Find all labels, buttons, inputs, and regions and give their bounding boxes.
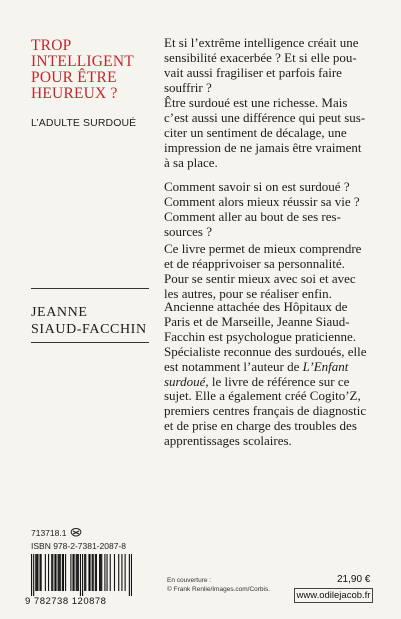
barcode-bar bbox=[59, 554, 60, 591]
barcode-bar bbox=[93, 554, 94, 591]
author-line: JEANNE bbox=[31, 305, 88, 320]
barcode-bar bbox=[84, 554, 85, 591]
barcode-bar bbox=[95, 554, 96, 591]
title-line: HEUREUX ? bbox=[31, 85, 118, 102]
barcode-bar bbox=[121, 554, 122, 591]
title-line: TROP bbox=[31, 37, 72, 54]
barcode-digits: 9 782738 120878 bbox=[25, 596, 107, 607]
barcode-bar bbox=[65, 554, 66, 591]
credit-line: © Frank Renlie/Images.com/Corbis. bbox=[167, 585, 271, 593]
barcode-bar bbox=[51, 554, 52, 591]
text-line: Paris et de Marseille, Jeanne Siaud- bbox=[164, 313, 350, 329]
product-code bbox=[31, 528, 82, 538]
barcode-bar bbox=[37, 554, 38, 591]
text-line: souffrir ? bbox=[164, 79, 212, 95]
barcode-bar bbox=[60, 554, 61, 591]
barcode bbox=[31, 554, 132, 596]
barcode-bar bbox=[129, 554, 130, 596]
text-line: Être surdoué est une richesse. Mais bbox=[164, 95, 348, 110]
website-link[interactable]: www.odilejacob.fr bbox=[294, 588, 373, 603]
barcode-bar bbox=[104, 554, 105, 591]
credit-line: En couverture : bbox=[167, 577, 212, 584]
text-line: Comment alors mieux réussir sa vie ? bbox=[164, 193, 360, 209]
text-line: Ce livre permet de mieux comprendre bbox=[164, 241, 362, 256]
author-name bbox=[31, 304, 156, 338]
book-reference-italic: surdoué bbox=[164, 373, 206, 389]
barcode-bar bbox=[36, 554, 37, 591]
book-title bbox=[31, 38, 151, 102]
blurb-paragraph-1 bbox=[164, 36, 386, 96]
barcode-bar bbox=[72, 554, 73, 591]
text-line: Et si l’extrême intelligence créait une bbox=[164, 35, 359, 50]
text-span: , le livre de référence sur ce bbox=[205, 373, 350, 389]
text-line: Spécialiste reconnue des surdoués, elle bbox=[164, 343, 367, 359]
barcode-bar bbox=[31, 554, 32, 596]
text-span: est notamment l’auteur de bbox=[164, 358, 303, 374]
barcode-bar bbox=[85, 554, 86, 591]
text-line: à sa place. bbox=[164, 154, 218, 170]
barcode-bar bbox=[125, 554, 126, 591]
cover-credit bbox=[167, 577, 270, 594]
barcode-bar bbox=[106, 554, 107, 591]
text-line: et de prise en charge des troubles des bbox=[164, 418, 357, 434]
author-line: SIAUD-FACCHIN bbox=[31, 322, 147, 337]
barcode-bar bbox=[100, 554, 101, 591]
barcode-bar bbox=[92, 554, 93, 591]
barcode-bar bbox=[101, 554, 102, 591]
text-line: impression de ne jamais être vraiment bbox=[164, 139, 362, 155]
barcode-bar bbox=[52, 554, 53, 591]
barcode-bar bbox=[89, 554, 90, 591]
barcode-bar bbox=[62, 554, 63, 591]
barcode-bar bbox=[118, 554, 119, 591]
barcode-bar bbox=[80, 554, 81, 596]
text-line: c’est aussi une différence qui peut sus- bbox=[164, 109, 366, 125]
barcode-bar bbox=[82, 554, 83, 596]
barcode-bar bbox=[70, 554, 71, 591]
text-line: et de réapprivoiser sa personnalité. bbox=[164, 255, 345, 271]
book-reference-italic: L’Enfant bbox=[302, 358, 349, 374]
text-line bbox=[164, 360, 386, 375]
blurb-paragraph-3 bbox=[164, 180, 386, 240]
barcode-bar bbox=[76, 554, 77, 591]
barcode-bar bbox=[33, 554, 34, 596]
barcode-bar bbox=[114, 554, 115, 591]
divider-top bbox=[31, 288, 149, 289]
title-line: POUR ÊTRE bbox=[31, 69, 117, 86]
barcode-bar bbox=[48, 554, 49, 591]
text-line: Ancienne attachée des Hôpitaux de bbox=[164, 299, 348, 314]
barcode-bar bbox=[58, 554, 59, 591]
text-line bbox=[164, 375, 386, 390]
text-line: vait aussi fragiliser et parfois faire bbox=[164, 64, 342, 80]
barcode-bar bbox=[110, 554, 111, 591]
text-line: citer un sentiment de décalage, une bbox=[164, 124, 347, 140]
text-line: apprentissages scolaires. bbox=[164, 433, 292, 449]
barcode-bar bbox=[96, 554, 97, 591]
isbn: ISBN 978-2-7381-2087-8 bbox=[31, 541, 126, 551]
knot-icon bbox=[70, 528, 82, 538]
title-line: INTELLIGENT bbox=[31, 53, 134, 70]
barcode-bar bbox=[40, 554, 41, 591]
barcode-bar bbox=[45, 554, 46, 591]
text-line: Comment savoir si on est surdoué ? bbox=[164, 179, 350, 194]
book-subtitle: L’ADULTE SURDOUÉ bbox=[31, 117, 137, 129]
barcode-bar bbox=[77, 554, 78, 591]
barcode-bar bbox=[35, 554, 36, 591]
text-line: sujet. Elle a également créé Cogito’Z, bbox=[164, 388, 361, 404]
product-code-text: 713718.1 bbox=[31, 528, 67, 538]
text-line: Pour se sentir mieux avec soi et avec bbox=[164, 270, 356, 286]
barcode-bar bbox=[78, 554, 79, 591]
price: 21,90 € bbox=[337, 574, 371, 585]
text-line: sensibilité exacerbée ? Et si elle pou- bbox=[164, 49, 357, 65]
divider-bottom bbox=[31, 342, 149, 343]
text-line: premiers centres français de diagnostic bbox=[164, 403, 367, 419]
barcode-bar bbox=[54, 554, 55, 591]
text-line: sources ? bbox=[164, 223, 213, 239]
text-line: les autres, pour se réaliser enfin. bbox=[164, 285, 332, 301]
author-bio bbox=[164, 300, 386, 449]
blurb-paragraph-4 bbox=[164, 242, 386, 302]
barcode-bar bbox=[74, 554, 75, 591]
text-line: Comment aller au bout de ses res- bbox=[164, 208, 341, 224]
barcode-bar bbox=[99, 554, 100, 591]
barcode-bar bbox=[88, 554, 89, 591]
barcode-bar bbox=[55, 554, 56, 591]
blurb-paragraph-2 bbox=[164, 96, 386, 171]
barcode-bar bbox=[131, 554, 132, 596]
barcode-bar bbox=[41, 554, 42, 591]
barcode-bar bbox=[63, 554, 64, 591]
text-line: Facchin est psychologue praticienne. bbox=[164, 328, 357, 344]
